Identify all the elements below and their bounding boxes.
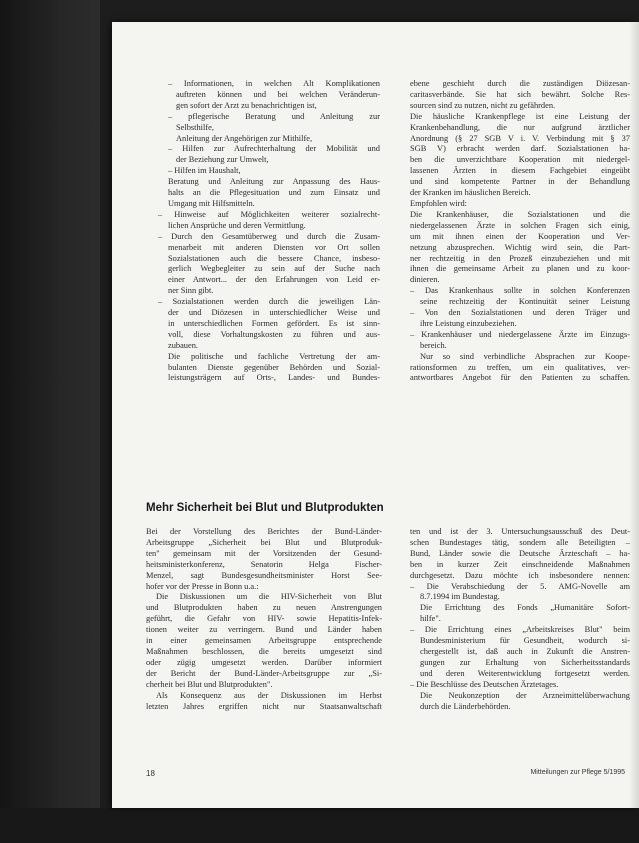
text-line: ihnen die gemeinsame Arbeit zu planen und zu koor- bbox=[410, 264, 630, 274]
text-line: halts an die Pflegesituation und zum Einsatz und bbox=[168, 188, 380, 198]
text-line: der und Diözesen in unterschiedlicher Weise und bbox=[168, 308, 380, 318]
text-line: seine rechtzeitig der Kontinuität seiner Leistung bbox=[420, 297, 630, 307]
text-line: gen sofort der Arzt zu benachrichtigen ist, bbox=[176, 100, 317, 110]
text-line: chergestellt ist, daß auch in Zukunft die Anstren- bbox=[420, 646, 630, 656]
text-line: um mit ihnen einen der Kooperation und Ver- bbox=[410, 231, 630, 241]
scan-background-left bbox=[0, 0, 100, 843]
text-line: – Das Krankenhaus sollte in solchen Konferenzen bbox=[410, 286, 630, 296]
text-line: Bund, Länder sowie die Deutsche Ärzteschaft – ha- bbox=[410, 548, 630, 558]
text-line: caritasverbände. Sie hat sich bewährt. Solche Res- bbox=[410, 89, 630, 99]
text-column-top-right bbox=[410, 79, 630, 384]
text-line: antwortbares Angebot für den Patienten zu schaffen. bbox=[410, 373, 630, 383]
text-line: hilfe". bbox=[420, 614, 441, 624]
text-line: ben in kurzer Zeit einschneidende Maßnahmen bbox=[410, 559, 630, 569]
text-line: – Die Verabschiedung der 5. AMG-Novelle am bbox=[410, 581, 630, 591]
text-line: Die Krankenhäuser, die Sozialstationen und die bbox=[410, 209, 630, 219]
text-line: heitsministerkonferenz, Senatorin Helga Fischer- bbox=[146, 559, 382, 569]
text-column-bottom-left bbox=[146, 527, 382, 712]
text-line: ben die unverzichtbare Kooperation mit niedergel- bbox=[410, 155, 630, 165]
text-line: Die Neukonzeption der Arzneimittelüberwachung bbox=[420, 690, 630, 700]
text-line: SGB V) erbracht werden darf. Sozialstationen ha- bbox=[410, 144, 630, 154]
text-line: – Hinweise auf Möglichkeiten weiterer sozialrecht- bbox=[158, 209, 380, 219]
text-line: – Von den Sozialstationen und deren Träger und bbox=[410, 308, 630, 318]
text-line: tionen weiter zu verringern. Bund und Länder haben bbox=[146, 625, 382, 635]
text-line: ebene geschieht durch die zuständigen Diözesan- bbox=[410, 79, 630, 88]
text-line: – Die Errichtung eines „Arbeitskreises Blut" beim bbox=[410, 625, 630, 635]
document-page bbox=[112, 22, 639, 808]
text-line: Bei der Vorstellung des Berichtes der Bund-Länder- bbox=[146, 527, 382, 536]
text-line: Als Konsequenz aus der Diskussionen im Herbst bbox=[156, 690, 382, 700]
text-line: dinieren. bbox=[410, 275, 440, 285]
text-line: letzten Jahres ergriffen nicht nur Staatsanwaltschaft bbox=[146, 701, 382, 711]
text-line: sourcen sind zu nutzen, nicht zu gefährden. bbox=[410, 100, 556, 110]
text-line: ihre Leistung einzubeziehen. bbox=[420, 318, 517, 328]
text-line: Sozialstationen auch die bessere Chance, insbeso- bbox=[168, 253, 380, 263]
text-line: gerlich Wegbegleiter zu sein auf der Suche nach bbox=[168, 264, 380, 274]
text-column-top-left bbox=[158, 79, 380, 384]
text-line: oder zügig umgesetzt werden. Darüber informiert bbox=[146, 657, 382, 667]
scan-background-bottom bbox=[0, 808, 639, 843]
text-line: niedergelassenen Ärzte in solchen Fragen sich einig, bbox=[410, 220, 630, 230]
text-line: – Die Beschlüsse des Deutschen Ärztetages. bbox=[410, 679, 559, 689]
text-line: rationsformen zu treffen, um ein qualitatives, ver- bbox=[410, 362, 630, 372]
text-line: cherheit bei Blut und Blutprodukten". bbox=[146, 679, 273, 689]
text-line: lichen Ansprüche und deren Vermittlung. bbox=[168, 220, 306, 230]
text-line: Empfohlen wird: bbox=[410, 198, 467, 208]
text-line: geführt, die Gefahr von HIV- sowie Hepatitis-Infek- bbox=[146, 614, 382, 624]
text-line: Beratung und Anleitung zur Anpassung des Haus- bbox=[168, 177, 380, 187]
article-heading: Mehr Sicherheit bei Blut und Blutprodukten bbox=[146, 502, 384, 514]
text-line: ten und ist der 3. Untersuchungsausschuß des Deut- bbox=[410, 527, 630, 536]
text-line: 8.7.1994 im Bundestag. bbox=[420, 592, 500, 602]
text-line: einer Antwort... der den Erfahrungen von Leid er- bbox=[168, 275, 380, 285]
text-line: Anleitung der Angehörigen zur Mithilfe, bbox=[176, 133, 313, 143]
text-line: gungen zur Erhaltung von Sicherheitsstandards bbox=[420, 657, 630, 667]
text-line: zubauen. bbox=[168, 340, 198, 350]
text-line: hofer vor der Presse in Bonn u.a.: bbox=[146, 581, 259, 591]
text-line: voll, diese Vorhaltungskosten zu führen und aus- bbox=[168, 329, 380, 339]
text-line: Maßnahmen beschlossen, die bereits umgesetzt sind bbox=[146, 646, 382, 656]
text-line: Menzel, sagt Bundesgesundheitsminister Horst See- bbox=[146, 570, 382, 580]
text-line: menarbeit mit anderen Diensten vor Ort sollen bbox=[168, 242, 380, 252]
page-number: 18 bbox=[146, 769, 155, 778]
text-line: – Sozialstationen werden durch die jeweiligen Län- bbox=[158, 297, 380, 307]
text-line: der Beziehung zur Umwelt, bbox=[176, 155, 269, 165]
text-line: – pflegerische Beratung und Anleitung zur bbox=[168, 111, 380, 121]
text-line: Nur so sind verbindliche Absprachen zur Koope- bbox=[420, 351, 630, 361]
text-line: schen Bundestages tätig, sondern alle Beteiligten – bbox=[410, 537, 630, 547]
text-line: ner rechtzeitig in den Prozeß einzubeziehen und mit bbox=[410, 253, 630, 263]
text-line: durch die Länderbehörden. bbox=[420, 701, 511, 711]
text-line: leistungsträgern auf Orts-, Landes- und Bundes- bbox=[168, 373, 380, 383]
text-line: – Hilfen im Haushalt, bbox=[168, 166, 241, 176]
text-line: auftreten können und bei welchen Veränderun- bbox=[176, 89, 380, 99]
text-line: lassenen Ärzten in diesem Fachgebiet eingeübt bbox=[410, 166, 630, 176]
text-line: in einer gemeinsamen Arbeitsgruppe entsprechende bbox=[146, 636, 382, 646]
text-line: – Informationen, in welchen Alt Komplikationen bbox=[168, 79, 380, 88]
text-line: der Bericht der Bund-Länder-Arbeitsgruppe zur „Si- bbox=[146, 668, 382, 678]
text-line: bulanten Dienste gegenüber Behörden und Sozial- bbox=[168, 362, 380, 372]
text-line: netzung abzusprechen. Wichtig wird sein, die Part- bbox=[410, 242, 630, 252]
text-line: und sind kompetente Partner in der Behandlung bbox=[410, 177, 630, 187]
text-line: in unterschiedlichen Formen gefördert. Es ist sinn- bbox=[168, 318, 380, 328]
text-line: – Hilfen zur Aufrechterhaltung der Mobilität und bbox=[168, 144, 380, 154]
text-line: Arbeitsgruppe „Sicherheit bei Blut und Blutproduk- bbox=[146, 537, 382, 547]
text-line: Die politische und fachliche Vertretung der am- bbox=[168, 351, 380, 361]
text-line: Krankenbehandlung, die nur aufgrund ärztlicher bbox=[410, 122, 630, 132]
text-line: Die Errichtung des Fonds „Humanitäre Sofort- bbox=[420, 603, 630, 613]
text-line: ten" gemeinsam mit der Vorsitzenden der Gesund- bbox=[146, 548, 382, 558]
journal-footer: Mitteilungen zur Pflege 5/1995 bbox=[530, 769, 625, 776]
text-line: – Krankenhäuser und niedergelassene Ärzte im Einzugs- bbox=[410, 329, 630, 339]
text-line: und deren Weiterentwicklung fortgesetzt werden. bbox=[420, 668, 630, 678]
text-line: Die Diskussionen um die HIV-Sicherheit von Blut bbox=[156, 592, 382, 602]
text-line: bereich. bbox=[420, 340, 447, 350]
text-line: Die häusliche Krankenpflege ist eine Leistung der bbox=[410, 111, 630, 121]
text-line: – Durch den Gesamtüberweg und durch die Zusam- bbox=[158, 231, 380, 241]
text-line: ner Sinn gibt. bbox=[168, 286, 214, 296]
page-edge-shadow bbox=[629, 22, 639, 808]
text-line: Umgang mit Hilfsmitteln. bbox=[168, 198, 255, 208]
text-line: Bundesministerium für Gesundheit, wodurch si- bbox=[420, 636, 630, 646]
text-line: durchgesetzt. Dazu möchte ich insbesondere nennen: bbox=[410, 570, 630, 580]
text-line: und Blutprodukten haben zu neuen Anstrengungen bbox=[146, 603, 382, 613]
text-line: Selbsthilfe, bbox=[176, 122, 214, 132]
text-column-bottom-right bbox=[410, 527, 630, 712]
text-line: Anordnung (§ 27 SGB V i. V. Verbindung mit § 37 bbox=[410, 133, 630, 143]
text-line: der Kranken im häuslichen Bereich. bbox=[410, 188, 531, 198]
